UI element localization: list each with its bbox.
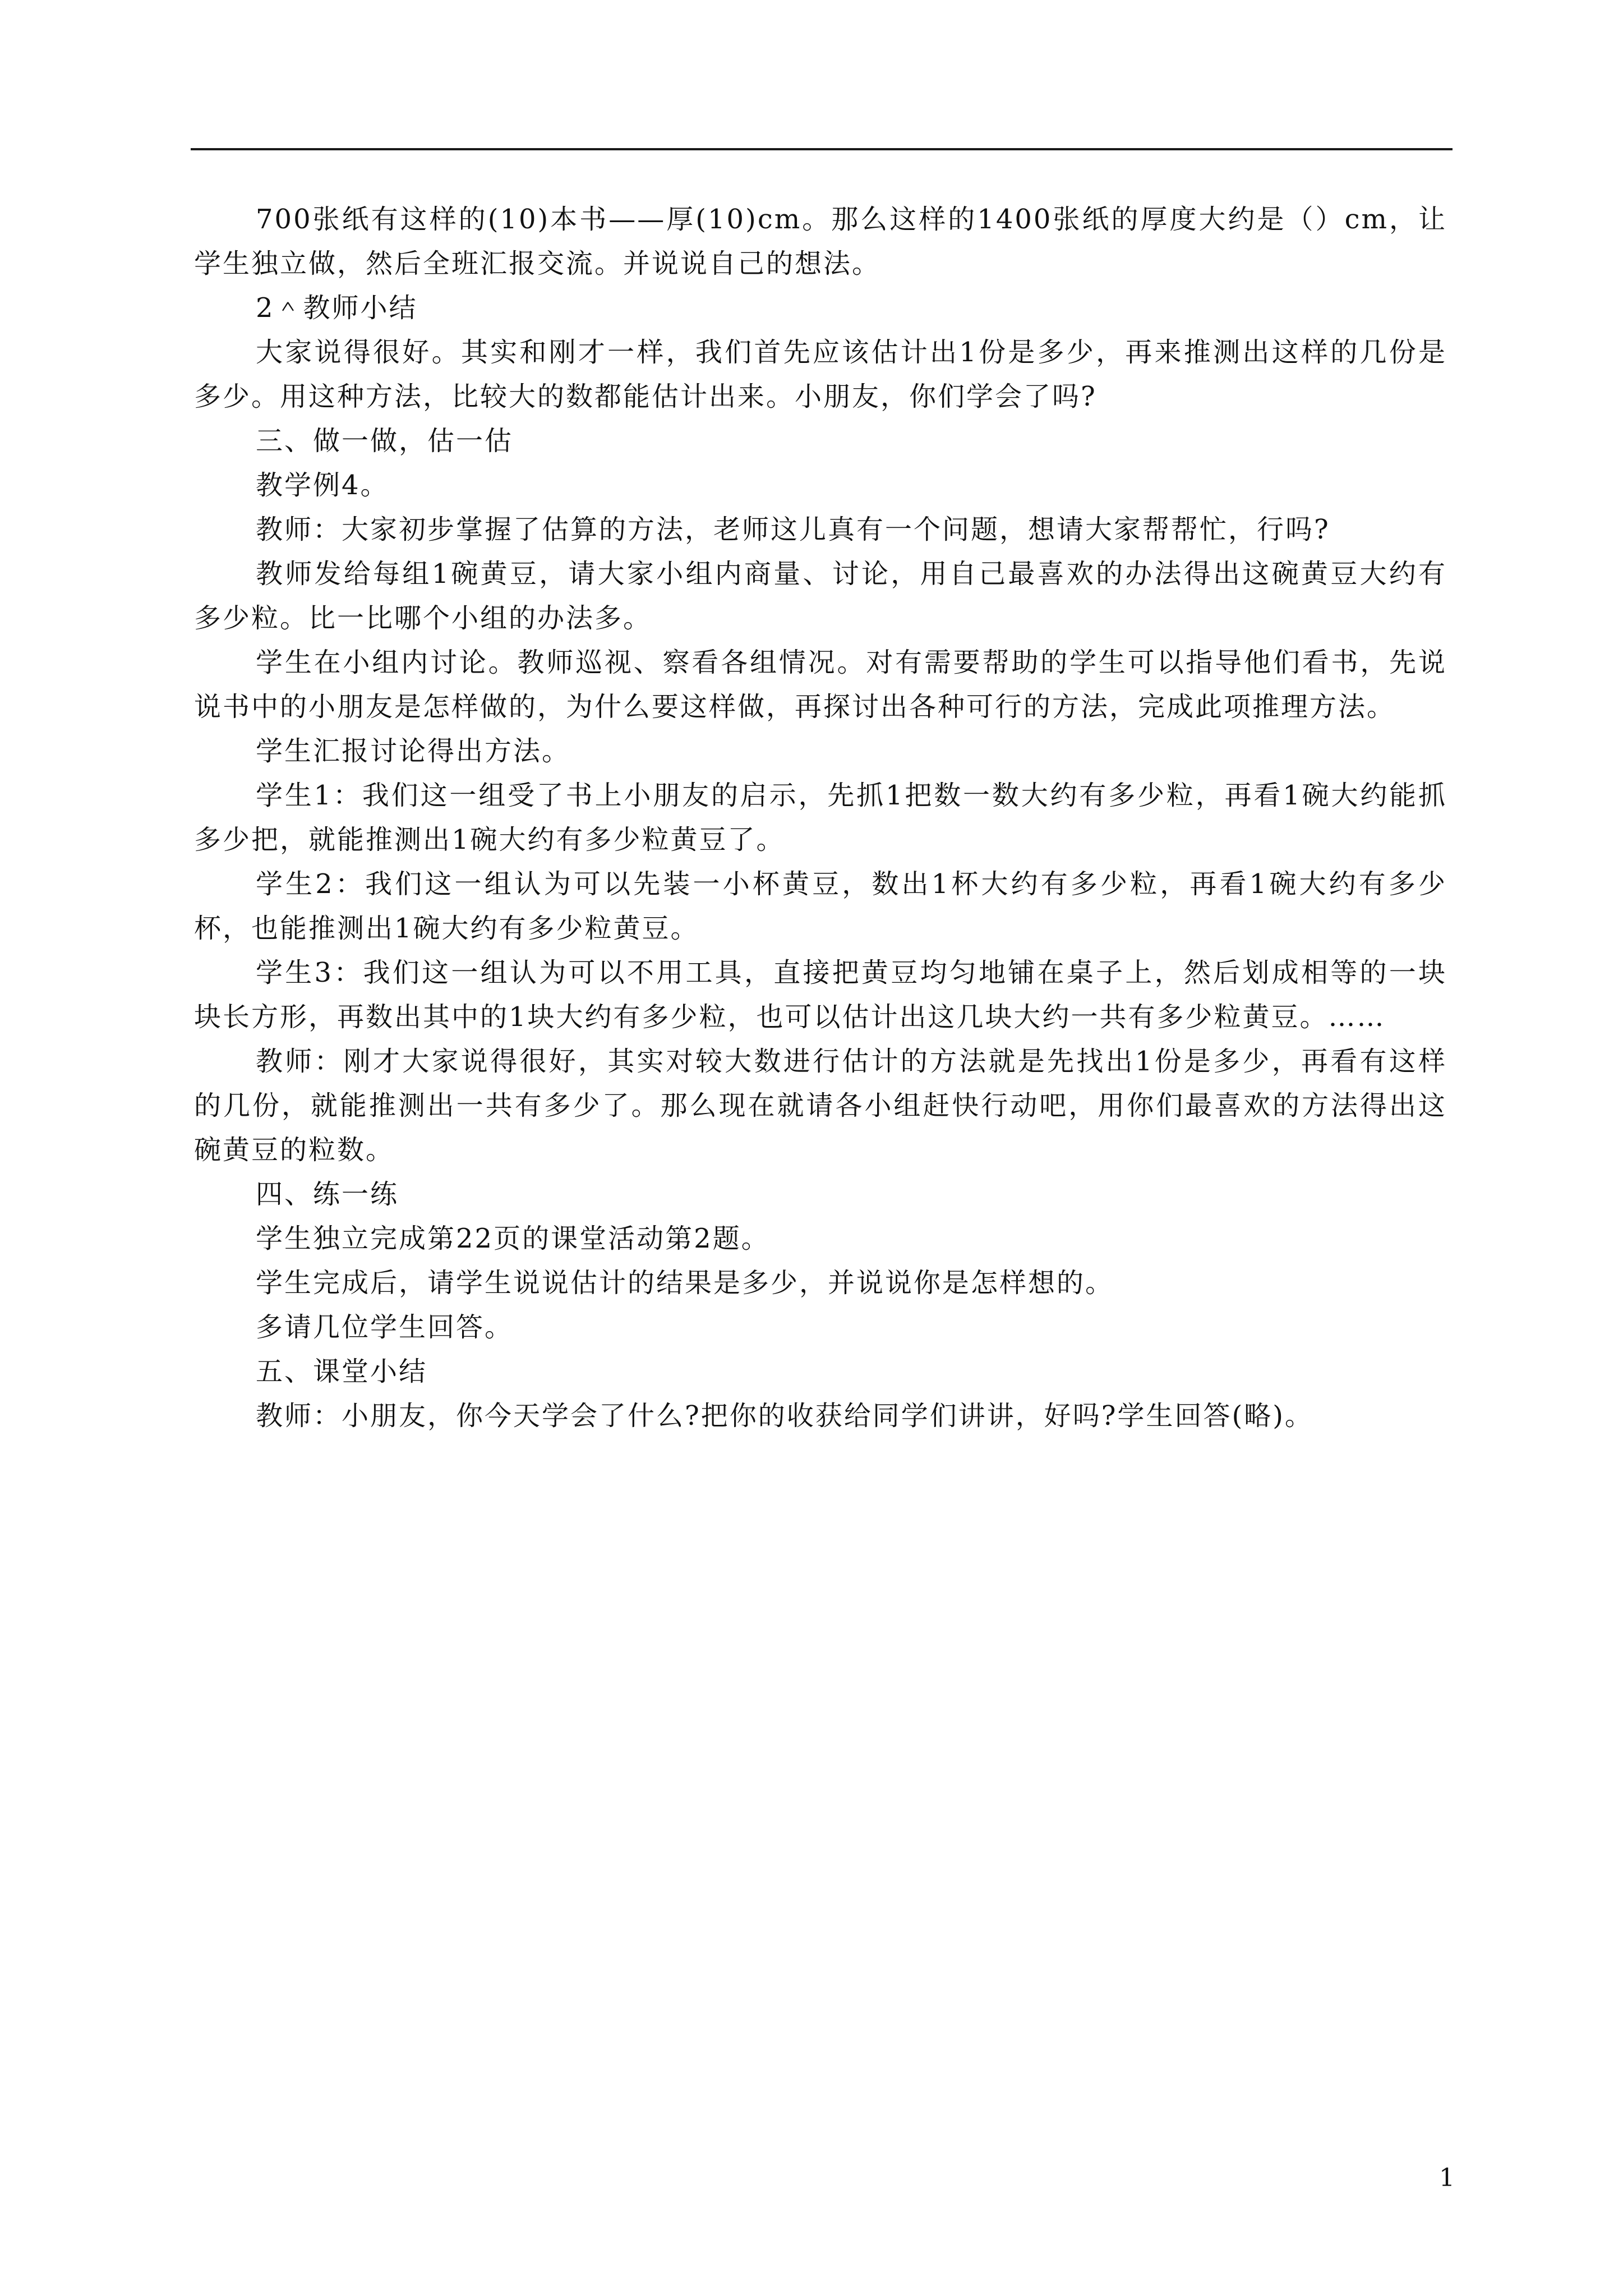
paragraph: 教师：刚才大家说得很好，其实对较大数进行估计的方法就是先找出1份是多少，再看有这样的几份，就能推测出一共有多少了。那么现在就请各小组赶快行动吧，用你们最喜欢的方法得出这碗黄豆的粒数。 xyxy=(194,1046,1447,1166)
paragraph: 学生汇报讨论得出方法。 xyxy=(256,735,571,767)
paragraph: 700张纸有这样的(10)本书——厚(10)cm。那么这样的1400张纸的厚度大约是（）cm，让学生独立做，然后全班汇报交流。并说说自己的想法。 xyxy=(194,204,1447,279)
body-text xyxy=(194,197,1447,1438)
header-rule xyxy=(191,148,1453,150)
paragraph: 学生在小组内讨论。教师巡视、察看各组情况。对有需要帮助的学生可以指导他们看书，先说说书中的小朋友是怎样做的，为什么要这样做，再探讨出各种可行的方法，完成此项推理方法。 xyxy=(194,647,1447,723)
paragraph: 学生完成后，请学生说说估计的结果是多少，并说说你是怎样想的。 xyxy=(256,1267,1114,1299)
section-heading: 四、练一练 xyxy=(256,1179,399,1210)
paragraph: 学生独立完成第22页的课堂活动第2题。 xyxy=(256,1223,770,1254)
paragraph: 学生3：我们这一组认为可以不用工具，直接把黄豆均匀地铺在桌子上，然后划成相等的一块块长方形，再数出其中的1块大约有多少粒，也可以估计出这几块大约一共有多少粒黄豆。…… xyxy=(194,957,1447,1033)
section-heading: 五、课堂小结 xyxy=(256,1356,428,1387)
paragraph: 多请几位学生回答。 xyxy=(256,1312,514,1343)
paragraph: 学生2：我们这一组认为可以先装一小杯黄豆，数出1杯大约有多少粒，再看1碗大约有多少杯，也能推测出1碗大约有多少粒黄豆。 xyxy=(194,868,1447,944)
paragraph: 2＾教师小结 xyxy=(256,292,418,324)
section-heading: 三、做一做，估一估 xyxy=(256,425,514,457)
paragraph: 大家说得很好。其实和刚才一样，我们首先应该估计出1份是多少，再来推测出这样的几份是多少。用这种方法，比较大的数都能估计出来。小朋友，你们学会了吗? xyxy=(194,337,1447,412)
paragraph: 教学例4。 xyxy=(256,470,389,501)
paragraph: 教师发给每组1碗黄豆，请大家小组内商量、讨论，用自己最喜欢的办法得出这碗黄豆大约有多少粒。比一比哪个小组的办法多。 xyxy=(194,558,1447,634)
paragraph: 教师：大家初步掌握了估算的方法，老师这儿真有一个问题，想请大家帮帮忙，行吗? xyxy=(256,514,1330,545)
paragraph: 教师：小朋友，你今天学会了什么?把你的收获给同学们讲讲，好吗?学生回答(略)。 xyxy=(256,1400,1313,1432)
page-number: 1 xyxy=(1439,2164,1455,2192)
paragraph: 学生1：我们这一组受了书上小朋友的启示，先抓1把数一数大约有多少粒，再看1碗大约能抓多少把，就能推测出1碗大约有多少粒黄豆了。 xyxy=(194,780,1447,855)
